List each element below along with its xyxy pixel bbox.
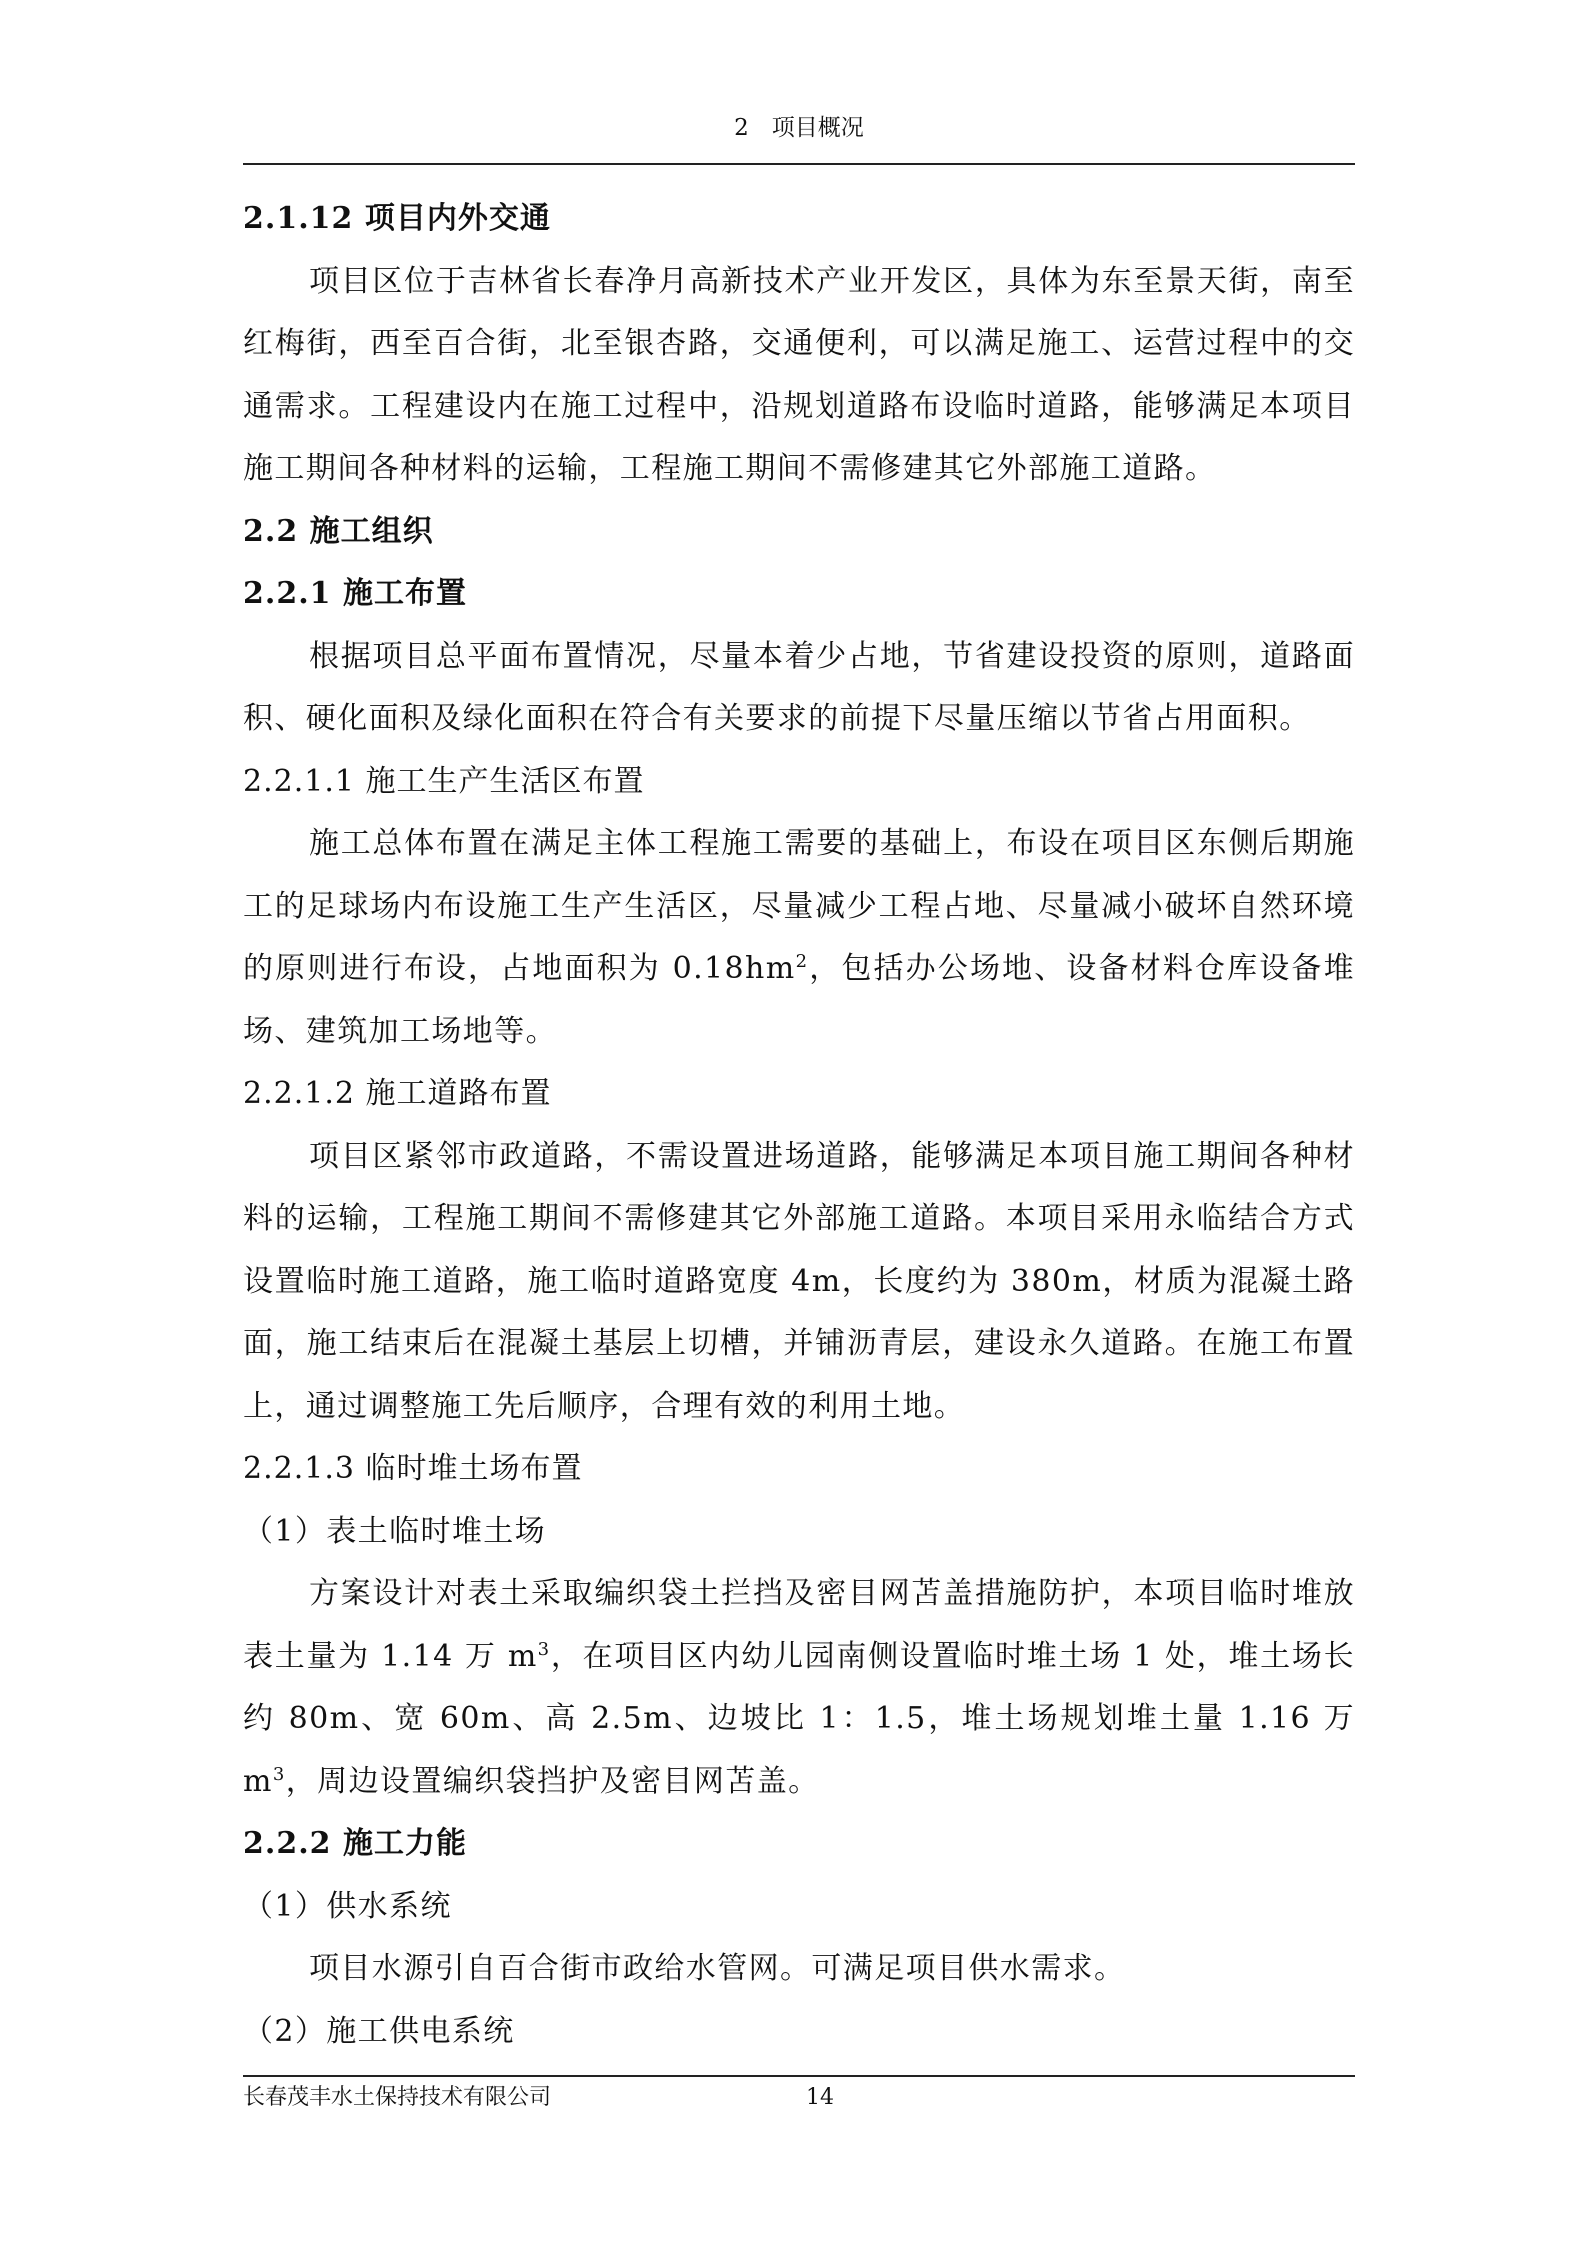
list-item-topsoil-stockpile: （1）表土临时堆土场: [243, 1513, 547, 1549]
page-header: 2 项目概况: [734, 115, 864, 141]
heading-2-2: 2.2 施工组织: [243, 513, 434, 549]
document-body: [243, 188, 1355, 2063]
superscript-3-second: 3: [272, 1763, 286, 1785]
paragraph-living-area-layout: [243, 813, 1355, 1063]
footer-company: 长春茂丰水土保持技术有限公司: [243, 2085, 552, 2110]
living-area-text-a: 施工总体布置在满足主体工程施工需要的基础上，布设在项目区东侧后期施工的足球场内布设施工生产生活区，尽量减少工程占地、尽量减小破坏自然环境的原则进行布设，占地面积为 0.18hm: [243, 826, 1355, 986]
heading-2-1-12: 2.1.12 项目内外交通: [243, 201, 551, 236]
paragraph-road-layout: 项目区紧邻市政道路，不需设置进场道路，能够满足本项目施工期间各种材料的运输，工程施工期间不需修建其它外部施工道路。本项目采用永临结合方式设置临时施工道路，施工临时道路宽度 4m，长度约为 380m，材质为混凝土路面，施工结束后在混凝土基层上切槽，并铺沥青层，建设永久道路。在施工布置上，通过调整施工先后顺序，合理有效的利用土地。: [243, 1138, 1355, 1424]
list-item-water-supply: （1）供水系统: [243, 1888, 452, 1924]
heading-2-2-1-2: 2.2.1.2 施工道路布置: [243, 1076, 552, 1111]
stockpile-text-a: 方案设计对表土采取编织袋土拦挡及密目网苫盖措施防护，本项目临时堆放表土量为 1.14 万 m: [243, 1576, 1355, 1674]
heading-2-2-2: 2.2.2 施工力能: [243, 1826, 467, 1861]
header-divider: [243, 163, 1355, 165]
heading-2-2-1: 2.2.1 施工布置: [243, 576, 467, 611]
living-area-text-b: ，包括办公场地、设备材料仓库设备堆场、建筑加工场地等。: [243, 951, 1355, 1049]
heading-2-2-1-3: 2.2.1.3 临时堆土场布置: [243, 1451, 583, 1486]
paragraph-water-supply: 项目水源引自百合街市政给水管网。可满足项目供水需求。: [309, 1951, 1126, 1986]
stockpile-text-c: ，周边设置编织袋挡护及密目网苫盖。: [285, 1763, 820, 1799]
superscript-3-first: 3: [537, 1638, 551, 1660]
page-number: 14: [806, 2085, 834, 2110]
superscript-2: 2: [795, 951, 809, 972]
paragraph-construction-layout: 根据项目总平面布置情况，尽量本着少占地，节省建设投资的原则，道路面积、硬化面积及绿化面积在符合有关要求的前提下尽量压缩以节省占用面积。: [243, 638, 1355, 736]
paragraph-internal-external-traffic: 项目区位于吉林省长春净月高新技术产业开发区，具体为东至景天街，南至红梅街，西至百合街，北至银杏路，交通便利，可以满足施工、运营过程中的交通需求。工程建设内在施工过程中，沿规划道路布设临时道路，能够满足本项目施工期间各种材料的运输，工程施工期间不需修建其它外部施工道路。: [243, 263, 1355, 486]
footer-divider: [243, 2075, 1355, 2077]
stockpile-text-b: ，在项目区内幼儿园南侧设置临时堆土场 1 处，堆土场长约 80m、宽 60m、高 2.5m、边坡比 1：1.5，堆土场规划堆土量 1.16 万 m: [243, 1638, 1355, 1799]
paragraph-stockpile-layout: [243, 1563, 1355, 1813]
heading-2-2-1-1: 2.2.1.1 施工生产生活区布置: [243, 763, 645, 799]
list-item-power-supply: （2）施工供电系统: [243, 2013, 515, 2049]
